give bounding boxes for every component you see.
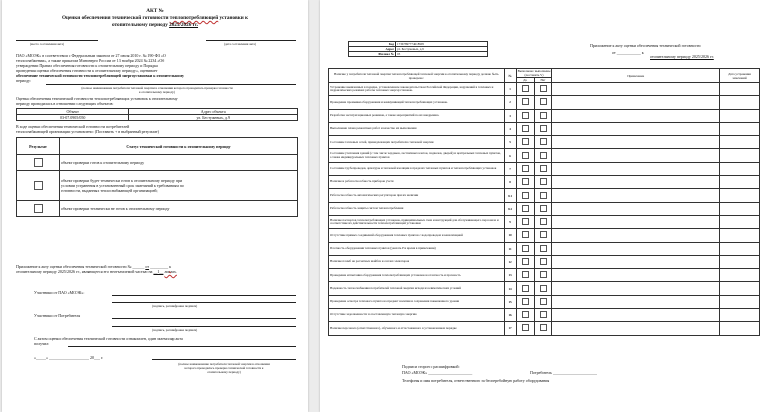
checklist-item-number: 7 — [504, 162, 516, 175]
note-cell[interactable] — [552, 109, 720, 122]
intro-paragraph: ПАО «МОЭК» в соответствии с Федеральным законом от 27 июля 2010 г. № 190-ФЗ «О теплоснабжении», а также приказом Минэнерго России от 13 ноября 2024 № 2234 «Об утверждении Правил обеспечения готовности к отопительному периоду и Порядка проведения оценки обеспечения готовности к отопительному периоду», оценивает обеспечение технической готовности теплопотребляющей энергоустановки к отопительному периоду: — [16, 53, 185, 83]
checklist-item-number: 17 — [504, 322, 516, 335]
yes-checkbox[interactable] — [522, 85, 529, 92]
result-checkbox-ready[interactable] — [34, 158, 43, 167]
checklist-row — [329, 255, 760, 268]
no-checkbox[interactable] — [540, 165, 547, 172]
sign-caption-2: (подпись, расшифровка подписи) — [152, 328, 198, 332]
checklist-row — [329, 215, 760, 228]
checklist-item-text: Надежность теплоснабжения потребителей тепловой энергии исходя из климатических условий — [329, 282, 505, 295]
no-checkbox[interactable] — [540, 218, 547, 225]
no-checkbox[interactable] — [540, 178, 547, 185]
checklist-item-text: Выполнение плана ремонтных работ и качество их выполнения — [329, 122, 505, 135]
act-subtitle: Оценки обеспечения технической готовности теплопотребляющей установки к — [61, 15, 249, 21]
result-checkbox-conditional[interactable] — [34, 181, 43, 190]
deadline-cell[interactable] — [720, 295, 760, 308]
checklist-item-text: Отсутствие прямых соединений оборудования тепловых пунктов с водопроводом и канализацией — [329, 229, 505, 242]
act-page — [2, 0, 308, 412]
checklist-row — [329, 242, 760, 255]
note-cell[interactable] — [552, 229, 720, 242]
note-cell[interactable] — [552, 189, 720, 202]
checklist-row — [329, 162, 760, 175]
table-row: Адрес ул. Бестужевых, д.9 — [349, 47, 488, 52]
receipt-text: С актом оценки обеспечения технической готовности ознакомлен, один экземпляр акта получил: — [34, 336, 183, 346]
checklist-item-number: 3 — [504, 109, 516, 122]
checklist-row — [329, 96, 760, 109]
note-cell[interactable] — [552, 215, 720, 228]
no-checkbox[interactable] — [540, 85, 547, 92]
checklist-row — [329, 229, 760, 242]
checklist-row — [329, 176, 760, 189]
table-row: Филиал № 03 — [349, 52, 488, 57]
consumer-participants-label: Участники от Потребителя — [34, 313, 81, 318]
checklist-item-text: Наличие пломб на расчетных шайбах и соплах элеваторов — [329, 255, 505, 268]
checklist-row — [329, 136, 760, 149]
checklist-item-text: Плотность оборудования тепловых пунктов (указать P и время в примечании) — [329, 242, 505, 255]
deadline-cell[interactable] — [720, 176, 760, 189]
checklist-row — [329, 322, 760, 335]
deadline-cell[interactable] — [720, 109, 760, 122]
checklist-item-number: 13 — [504, 269, 516, 282]
no-checkbox[interactable] — [540, 258, 547, 265]
checklist-item-text: Устранение выявленных в порядке, установленном законодательством Российской Федерации, нарушений в тепловых и гидравлических режимах работы тепловых энергоустановок. — [329, 83, 505, 96]
checklist-item-number: 4 — [504, 122, 516, 135]
checklist-item-text: Состояние утепления зданий (с том числе чердаков, лестничных клеток, подвалов, дверей) и центральных тепловых пунктов, а также индивидуальных тепловых пунктов — [329, 149, 505, 162]
date-caption: (дата составления акта) — [224, 42, 256, 46]
yes-checkbox[interactable] — [522, 205, 529, 212]
no-checkbox[interactable] — [540, 205, 547, 212]
object-info-table — [348, 41, 488, 57]
signers-label: Подписи сторон с расшифровкой: — [402, 364, 460, 369]
checklist-item-text: Отсутствие задолженности за поставленную тепловую энергию — [329, 309, 505, 322]
moek-participants-label: Участники от ПАО «МОЭК»: — [34, 290, 85, 295]
checklist-item-number: 15 — [504, 295, 516, 308]
phone-note: Телефоны и имя потребителя, ответственного за бесперебойную работу оборудования — [402, 378, 550, 383]
deadline-cell[interactable] — [720, 202, 760, 215]
act-title: АКТ № — [146, 8, 164, 14]
deadline-cell[interactable] — [720, 255, 760, 268]
deadline-cell[interactable] — [720, 282, 760, 295]
no-checkbox[interactable] — [540, 152, 547, 159]
consumer-note: (полное наименование потребителя тепловой энергии в отношении которого проводилась проверка готовности к отопительному периоду) — [81, 86, 233, 94]
checklist-item-text: Работоспособность автоматических регуляторов при их наличии — [329, 189, 505, 202]
note-cell[interactable] — [552, 162, 720, 175]
checklist-row — [329, 83, 760, 96]
yes-checkbox[interactable] — [522, 192, 529, 199]
checklist-row — [329, 295, 760, 308]
no-checkbox[interactable] — [540, 98, 547, 105]
no-checkbox[interactable] — [540, 245, 547, 252]
note-cell[interactable] — [552, 255, 720, 268]
checklist-item-text: Работоспособность защиты систем теплопотребления — [329, 202, 505, 215]
deadline-cell[interactable] — [720, 229, 760, 242]
bottom-note: (полное наименование потребителя тепловой энергии в отношении которого проводилась проверка технической готовности к отопительному периоду) — [178, 362, 270, 374]
findings-paragraph: В ходе оценки обеспечения технической готовности потребителей теплоснабжающей организации установлено: (Поставить + в выбранный результат) — [16, 124, 160, 134]
act-subtitle-2: отопительному периоду 2025/2026 гг. — [111, 22, 199, 28]
yes-checkbox[interactable] — [522, 271, 529, 278]
table-row: объект проверки технически не готов к отопительному периоду — [17, 201, 298, 217]
note-cell[interactable] — [552, 295, 720, 308]
checklist-item-text: Наличие персонала (ответственного), обученного и аттестованного в установленном порядке — [329, 322, 505, 335]
no-checkbox[interactable] — [540, 285, 547, 292]
checklist-item-number: 10 — [504, 229, 516, 242]
place-caption: (место составления акта) — [30, 42, 65, 46]
table-row: объект проверки готов к отопительному периоду — [17, 155, 298, 171]
deadline-cell[interactable] — [720, 215, 760, 228]
results-table: Результат Статус технической готовности к отопительному периоду объект проверки готов к отопительному периоду объект проверки будет технически готов к отопительному периоду при условии устранения в установленный срок замечаний к требованиям по готовности, выданных теплоснабжающей организацией; объект проверки технически не готов к отопительному периоду — [16, 137, 298, 217]
yes-checkbox[interactable] — [522, 178, 529, 185]
yes-checkbox[interactable] — [522, 218, 529, 225]
appendix-title: Приложение к акту оценки обеспечения технической готовности — [590, 43, 701, 48]
appendix-reference: Приложение к акту оценки обеспечения технической готовности № ______ от _________ к отопительному периоду 2025/2026 гг., являющееся его неотъемлемой частью на __1__ листах. — [16, 264, 177, 274]
objects-paragraph: Оценка обеспечения технической готовности теплопотребляющих установок к отопительному периоду проводилась в отношении следующих объектов: — [16, 96, 178, 106]
deadline-cell[interactable] — [720, 242, 760, 255]
yes-checkbox[interactable] — [522, 311, 529, 318]
deadline-cell[interactable] — [720, 269, 760, 282]
checklist-item-number: 8.1 — [504, 189, 516, 202]
yes-checkbox[interactable] — [522, 112, 529, 119]
note-cell[interactable] — [552, 96, 720, 109]
yes-checkbox[interactable] — [522, 298, 529, 305]
deadline-cell[interactable] — [720, 189, 760, 202]
note-cell[interactable] — [552, 202, 720, 215]
yes-checkbox[interactable] — [522, 165, 529, 172]
checklist-item-number: 14 — [504, 282, 516, 295]
yes-checkbox[interactable] — [522, 324, 529, 331]
yes-checkbox[interactable] — [522, 285, 529, 292]
consumer-sign: Потребитель ______________________ — [530, 370, 597, 375]
checklist-item-number: 6 — [504, 149, 516, 162]
note-cell[interactable] — [552, 122, 720, 135]
deadline-cell[interactable] — [720, 149, 760, 162]
note-cell[interactable] — [552, 322, 720, 335]
note-cell[interactable] — [552, 149, 720, 162]
checklist-row — [329, 189, 760, 202]
no-checkbox[interactable] — [540, 311, 547, 318]
moek-sign: ПАО «МОЭК» ______________________ — [402, 370, 473, 375]
checklist-row — [329, 309, 760, 322]
no-checkbox[interactable] — [540, 192, 547, 199]
checklist-item-text: Наличие паспортов теплопотребляющих установок, принципиальных схем и инструкций для обслуживающего персонала и соответствие их действительности теплопотребляющей установки — [329, 215, 505, 228]
checklist-item-number: 11 — [504, 242, 516, 255]
appendix-date: от ____________ к — [612, 50, 644, 55]
checklist-item-text: Разработка эксплуатационных режимов, а также мероприятий по их внедрению. — [329, 109, 505, 122]
no-checkbox[interactable] — [540, 324, 547, 331]
checklist-item-number: 16 — [504, 309, 516, 322]
deadline-cell[interactable] — [720, 162, 760, 175]
note-cell[interactable] — [552, 83, 720, 96]
checklist-item-text: Состояние тепловых сетей, принадлежащих потребителю тепловой энергии — [329, 136, 505, 149]
yes-checkbox[interactable] — [522, 258, 529, 265]
checklist-item-number: 12 — [504, 255, 516, 268]
deadline-cell[interactable] — [720, 96, 760, 109]
table-row: 03-07.0905/050 ул. Бестужевых, д.9 — [17, 115, 298, 121]
no-checkbox[interactable] — [540, 271, 547, 278]
checklist-item-text: Проведение осмотра теплового пункта на предмет наличия и сохранения повышенного уровня — [329, 295, 505, 308]
checklist-item-text: Состояние трубопроводов, арматуры и тепловой изоляции в пределах тепловых пунктов и теплопотребляющих установок — [329, 162, 505, 175]
appendix-period: отопительному периоду 2025/2026 гг. — [650, 54, 714, 59]
checklist-item-text: Проведение промывки оборудования и коммуникаций теплопотребляющих установок. — [329, 96, 505, 109]
checklist-item-number: 8.2 — [504, 202, 516, 215]
yes-checkbox[interactable] — [522, 138, 529, 145]
table-row: Код 17367897774618995 — [349, 42, 488, 47]
yes-checkbox[interactable] — [522, 152, 529, 159]
note-cell[interactable] — [552, 176, 720, 189]
date-line: «_____» ____________________ 20___ г. — [34, 355, 104, 360]
checklist-row — [329, 122, 760, 135]
note-cell[interactable] — [552, 309, 720, 322]
appendix-page — [320, 0, 768, 412]
yes-checkbox[interactable] — [522, 231, 529, 238]
checklist-item-text: Наличие и работоспособность приборов учета: — [329, 176, 505, 189]
no-checkbox[interactable] — [540, 231, 547, 238]
yes-checkbox[interactable] — [522, 125, 529, 132]
checklist-item-number: 1 — [504, 83, 516, 96]
sign-caption: (подпись, расшифровка подписи) — [152, 304, 198, 308]
table-row: объект проверки будет технически готов к отопительному периоду при условии устранения в установленный срок замечаний к требованиям по готовности, выданных теплоснабжающей организацией; — [17, 171, 298, 201]
deadline-cell[interactable] — [720, 122, 760, 135]
checklist-row — [329, 149, 760, 162]
checklist-item-number: 2 — [504, 96, 516, 109]
no-checkbox[interactable] — [540, 112, 547, 119]
checklist-row — [329, 109, 760, 122]
no-checkbox[interactable] — [540, 125, 547, 132]
note-cell[interactable] — [552, 242, 720, 255]
deadline-cell[interactable] — [720, 309, 760, 322]
checklist-item-number: 8 — [504, 176, 516, 189]
checklist-item-number: 5 — [504, 136, 516, 149]
deadline-cell[interactable] — [720, 322, 760, 335]
yes-checkbox[interactable] — [522, 98, 529, 105]
deadline-cell[interactable] — [720, 83, 760, 96]
no-checkbox[interactable] — [540, 138, 547, 145]
checklist-table: Наличие у потребителя тепловой энергии теплопотребляющей тепловой энергии к отопительному периоду должно быть проверено: № Выполнено/ выполнены (поставить V) Примечание Дата устранения замечаний Да Нет Устранение выявленных в порядке, установленном законодательством Российской Федерации, нарушений в тепловых и гидравлических режимах работы тепловых энергоустановок. 1 Проведение промывки оборудования и коммуникаций теплопотребляющих установок. 2 Разработка эксплуатационных режимов, а также мероприятий по их внедрению. 3 Выполнение плана ремонтных работ и качество их выполнения 4 Состояние тепловых сетей, принадлежащих потребителю тепловой энергии 5 Состояние утепления зданий (с том числе чердаков, лестничных клеток, подвалов, дверей) и центральных тепловых пунктов, а также индивидуальных тепловых пунктов 6 Состояние трубопроводов, арматуры и тепловой изоляции в пределах тепловых пунктов и теплопотребляющих установок 7 Наличие и работоспособность приборов учета: 8 Работоспособность автоматических регуляторов при их наличии 8.1 Работоспособность защиты систем теплопотребления 8.2 Наличие паспортов теплопотребляющих установок, принципиальных схем и инструкций для обслуживающего персонала и соответствие их действительности теплопотребляющей установки 9 Отсутствие прямых соединений оборудования тепловых пунктов с водопроводом и канализацией 10 Плотность оборудования тепловых пунктов (указать P и время в примечании) 11 Наличие пломб на расчетных шайбах и соплах элеваторов 12 Проведение испытания оборудования теплопотребляющих установок на плотность и прочность 13 Надежность теплоснабжения потребителей тепловой энергии исходя из климатических условий 14 Проведение осмотра теплового пункта на предмет наличия и сохранения повышенного уровня 15 Отсутствие задолженности за поставленную тепловую энергию 16 Наличие персонала (ответственного), обученного и аттестованного в установленном порядке 17 — [328, 68, 760, 336]
checklist-row — [329, 269, 760, 282]
note-cell[interactable] — [552, 282, 720, 295]
note-cell[interactable] — [552, 269, 720, 282]
no-checkbox[interactable] — [540, 298, 547, 305]
yes-checkbox[interactable] — [522, 245, 529, 252]
note-cell[interactable] — [552, 136, 720, 149]
checklist-row — [329, 202, 760, 215]
checklist-item-number: 9 — [504, 215, 516, 228]
deadline-cell[interactable] — [720, 136, 760, 149]
result-checkbox-not-ready[interactable] — [34, 204, 43, 213]
checklist-row — [329, 282, 760, 295]
checklist-item-text: Проведение испытания оборудования теплопотребляющих установок на плотность и прочность — [329, 269, 505, 282]
objects-table: Объект Адрес объекта 03-07.0905/050 ул. Бестужевых, д.9 — [16, 108, 298, 121]
